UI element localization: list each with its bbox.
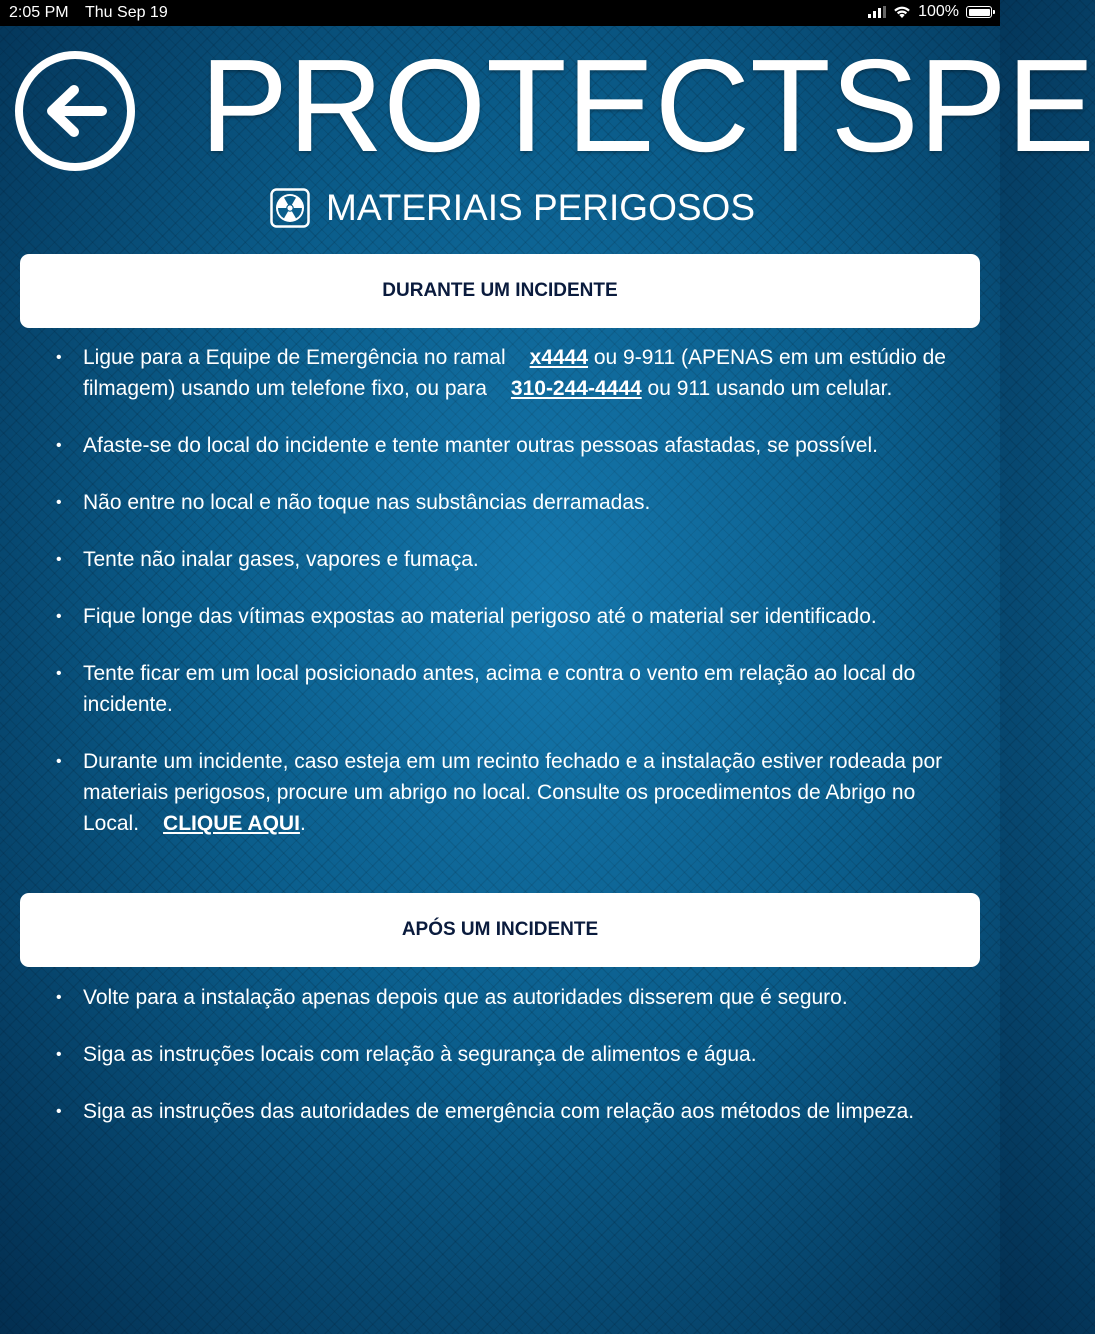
radiation-hazard-icon — [270, 188, 310, 228]
battery-icon — [966, 6, 992, 18]
battery-percent: 100% — [918, 3, 959, 20]
during-incident-header: DURANTE UM INCIDENTE — [20, 254, 980, 328]
list-item: • Afaste-se do local do incidente e tente manter outras pessoas afastadas, se possível. — [0, 430, 1000, 461]
cellular-signal-icon — [868, 6, 886, 18]
item-text: Durante um incidente, caso esteja em um recinto fechado e a instalação estiver rodeada por materiais perigosos, procure um abrigo no local. Consulte os procedimentos de Abrigo no Local. — [83, 750, 943, 835]
phone-link[interactable]: 310-244-4444 — [510, 377, 642, 400]
shelter-in-place-link[interactable]: CLIQUE AQUI — [163, 812, 300, 835]
back-button[interactable] — [14, 50, 136, 172]
list-item — [0, 342, 1000, 404]
list-item — [0, 746, 1000, 839]
list-item: • Fique longe das vítimas expostas ao material perigoso até o material ser identificado. — [0, 601, 1000, 632]
item-text: ou 9-911 (APENAS em um estúdio de filmagem) usando um telefone fixo, ou para — [83, 346, 946, 400]
during-incident-list — [0, 342, 1000, 839]
list-item: • Tente ficar em um local posicionado antes, acima e contra o vento em relação ao local do incidente. — [0, 658, 1000, 720]
section-title: MATERIAIS PERIGOSOS — [326, 187, 756, 228]
list-item: • Volte para a instalação apenas depois que as autoridades disserem que é seguro. — [0, 982, 1000, 1013]
item-text: ou 911 usando um celular. — [641, 377, 893, 400]
after-incident-list — [0, 982, 1000, 1153]
list-item: • Tente não inalar gases, vapores e fumaça. — [0, 544, 1000, 575]
status-date: Thu Sep 19 — [85, 4, 168, 21]
after-incident-header: APÓS UM INCIDENTE — [20, 893, 980, 967]
status-time: 2:05 PM — [9, 4, 69, 21]
arrow-left-circle-icon — [14, 50, 136, 172]
extension-link[interactable]: x4444 — [529, 346, 589, 369]
list-item: • Não entre no local e não toque nas substâncias derramadas. — [0, 487, 1000, 518]
wifi-icon — [893, 5, 911, 19]
list-item: • Siga as instruções das autoridades de emergência com relação aos métodos de limpeza. — [0, 1096, 1000, 1127]
status-bar — [0, 0, 1000, 26]
app-title: PROTECTSPE — [200, 32, 1095, 179]
status-indicators — [868, 3, 992, 21]
item-text: Ligue para a Equipe de Emergência no ramal — [83, 346, 506, 369]
section-heading — [270, 188, 755, 228]
list-item: • Siga as instruções locais com relação à segurança de alimentos e água. — [0, 1039, 1000, 1070]
item-text: . — [299, 812, 306, 835]
